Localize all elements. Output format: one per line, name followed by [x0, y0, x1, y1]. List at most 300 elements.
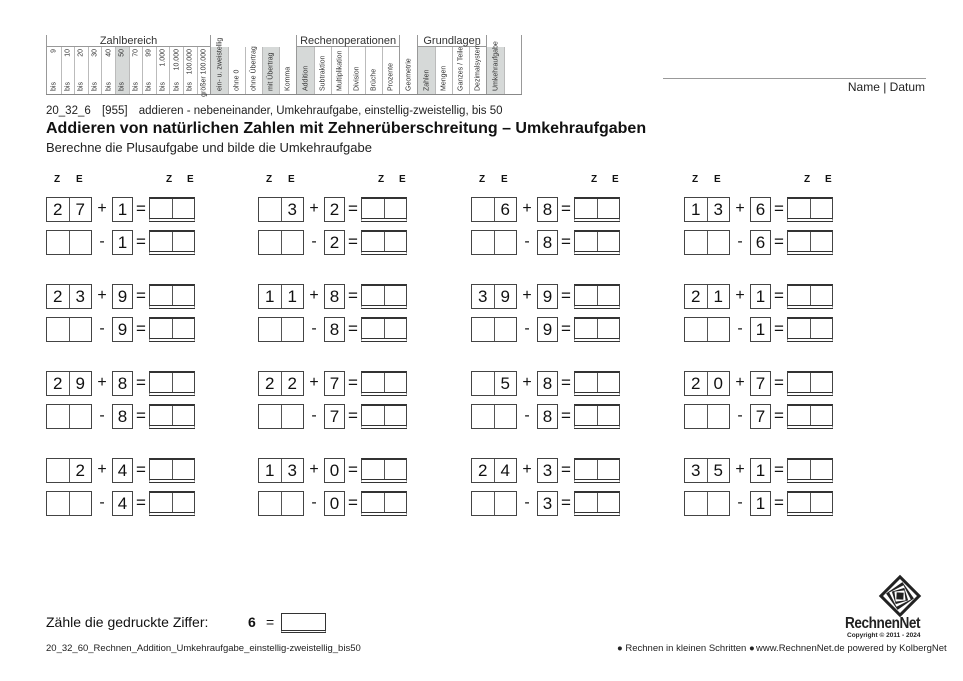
first-operand: [46, 371, 92, 396]
answer-ones-field[interactable]: [597, 493, 620, 512]
range-limit: 100.000: [186, 49, 194, 75]
minuend-ones-field[interactable]: [69, 318, 92, 341]
plus-sign: +: [522, 200, 532, 217]
exercise: [258, 370, 458, 430]
minuend-ones-field[interactable]: [281, 492, 304, 515]
tens-digit: 1: [691, 199, 701, 219]
category-cell: [129, 47, 143, 94]
answer-ones-field[interactable]: [597, 406, 620, 425]
category-cell: [262, 47, 279, 94]
minuend-ones-field[interactable]: [707, 492, 730, 515]
equals-sign: =: [348, 286, 358, 305]
worksheet-meta: [46, 105, 511, 117]
subtrahend: 2: [324, 230, 345, 255]
inverse-minuend-box[interactable]: [684, 317, 730, 342]
tens-header: Z: [479, 174, 486, 185]
range-prefix: bis: [64, 82, 72, 91]
sum-answer-box[interactable]: [149, 371, 195, 396]
category-label: Umkehraufgabe: [492, 41, 500, 91]
category-group: [296, 35, 399, 94]
range-limit: 9: [50, 49, 58, 53]
category-cell: [228, 47, 245, 94]
answer-tens-field[interactable]: [788, 232, 810, 251]
plus-sign: +: [735, 200, 745, 217]
minuend-tens-field[interactable]: [472, 492, 494, 515]
ones-digit: 2: [281, 372, 304, 395]
range-limit: 10.000: [173, 49, 181, 71]
answer-tens-field[interactable]: [150, 286, 172, 305]
rechnennet-logo-icon: [878, 574, 922, 618]
difference-answer-box[interactable]: [149, 230, 195, 255]
range-limit: größer 100.000: [200, 49, 208, 97]
equals-sign: =: [774, 493, 784, 512]
answer-ones-field[interactable]: [172, 199, 195, 218]
inverse-minuend-box[interactable]: [46, 404, 92, 429]
equals-sign: =: [348, 460, 358, 479]
second-operand: 8: [324, 284, 345, 309]
category-label: Prozente: [387, 62, 395, 91]
plus-sign: +: [97, 200, 107, 217]
equals-sign: =: [136, 199, 146, 218]
equals-sign: =: [136, 286, 146, 305]
category-cell: [487, 41, 504, 94]
answer-tens-field[interactable]: [150, 406, 172, 425]
range-limit: 20: [77, 49, 85, 57]
inverse-minuend-box[interactable]: [258, 317, 304, 342]
minuend-ones-field[interactable]: [281, 318, 304, 341]
ones-digit: 9: [494, 285, 517, 308]
answer-tens-field[interactable]: [150, 232, 172, 251]
first-operand: [684, 284, 730, 309]
answer-tens-field[interactable]: [362, 406, 384, 425]
inverse-row: [471, 229, 620, 255]
answer-tens-field[interactable]: [788, 199, 810, 218]
sum-answer-box[interactable]: [787, 458, 833, 483]
minuend-tens-field[interactable]: [259, 405, 281, 428]
ones-digit: 2: [69, 459, 92, 482]
equals-sign: =: [561, 460, 571, 479]
sum-answer-box[interactable]: [787, 197, 833, 222]
minuend-ones-field[interactable]: [281, 231, 304, 254]
second-operand: 1: [750, 284, 771, 309]
minus-sign: -: [99, 320, 105, 337]
inverse-minuend-box[interactable]: [46, 230, 92, 255]
ones-digit: 7: [69, 198, 92, 221]
answer-ones-field[interactable]: [810, 373, 833, 392]
minus-sign: -: [524, 494, 530, 511]
sum-answer-box[interactable]: [361, 197, 407, 222]
category-label: Mengen: [440, 65, 448, 91]
inverse-row: [258, 490, 407, 516]
equals-sign: =: [774, 373, 784, 392]
sum-answer-box[interactable]: [574, 458, 620, 483]
difference-answer-box[interactable]: [574, 404, 620, 429]
category-group: [46, 35, 210, 97]
tens-digit: 1: [265, 460, 275, 480]
category-label: Ganzes / Teile: [457, 46, 465, 91]
inverse-row: [46, 403, 195, 429]
category-cell: [297, 47, 314, 94]
category-group: [417, 35, 486, 94]
inverse-minuend-box[interactable]: [46, 491, 92, 516]
addition-row: [471, 457, 620, 483]
answer-tens-field[interactable]: [362, 199, 384, 218]
answer-tens-field[interactable]: [788, 319, 810, 338]
inverse-row: [471, 316, 620, 342]
count-answer-box[interactable]: [281, 613, 326, 633]
answer-tens-field[interactable]: [362, 460, 384, 479]
range-prefix: bis: [186, 82, 194, 91]
instructions: Berechne die Plusaufgabe und bilde die Umkehraufgabe: [46, 140, 372, 155]
answer-tens-field[interactable]: [788, 373, 810, 392]
exercise: [46, 283, 246, 343]
answer-ones-field[interactable]: [172, 373, 195, 392]
subtrahend: 8: [324, 317, 345, 342]
sum-answer-box[interactable]: [149, 197, 195, 222]
difference-answer-box[interactable]: [361, 230, 407, 255]
answer-ones-field[interactable]: [384, 319, 407, 338]
range-limit: 1.000: [159, 49, 167, 67]
range-prefix: bis: [50, 82, 58, 91]
category-cell: [348, 47, 365, 94]
minuend-tens-field[interactable]: [685, 405, 707, 428]
subtrahend: 6: [750, 230, 771, 255]
name-date-label: Name | Datum: [847, 80, 925, 94]
category-cell: [47, 47, 61, 94]
category-cell: [418, 47, 435, 94]
subtrahend: 8: [537, 404, 558, 429]
sum-answer-box[interactable]: [361, 371, 407, 396]
answer-ones-field[interactable]: [810, 406, 833, 425]
answer-tens-field[interactable]: [575, 406, 597, 425]
answer-ones-field[interactable]: [384, 460, 407, 479]
range-prefix: bis: [105, 82, 113, 91]
second-operand: 9: [537, 284, 558, 309]
tens-header: Z: [266, 174, 273, 185]
tens-digit: 2: [691, 286, 701, 306]
inverse-minuend-box[interactable]: [471, 317, 517, 342]
category-cell: [314, 47, 331, 94]
minus-sign: -: [524, 407, 530, 424]
difference-answer-box[interactable]: [787, 317, 833, 342]
difference-answer-box[interactable]: [361, 404, 407, 429]
answer-ones-field[interactable]: [810, 232, 833, 251]
inverse-minuend-box[interactable]: [46, 317, 92, 342]
tens-digit: 2: [478, 460, 488, 480]
difference-answer-box[interactable]: [787, 230, 833, 255]
ones-header: E: [399, 174, 406, 185]
answer-tens-field[interactable]: [575, 286, 597, 305]
answer-ones-field[interactable]: [172, 493, 195, 512]
equals-sign: =: [348, 199, 358, 218]
difference-answer-box[interactable]: [787, 404, 833, 429]
answer-tens-field[interactable]: [362, 286, 384, 305]
plus-sign: +: [309, 287, 319, 304]
count-task-digit: 6: [248, 614, 256, 630]
ones-digit: 3: [281, 198, 304, 221]
inverse-row: [684, 316, 833, 342]
inverse-row: [471, 403, 620, 429]
minuend-tens-field[interactable]: [685, 318, 707, 341]
difference-answer-box[interactable]: [361, 317, 407, 342]
sum-answer-box[interactable]: [149, 458, 195, 483]
minuend-ones-field[interactable]: [281, 405, 304, 428]
answer-ones-field[interactable]: [384, 286, 407, 305]
minuend-ones-field[interactable]: [494, 405, 517, 428]
answer-tens-field[interactable]: [575, 373, 597, 392]
addition-row: [258, 370, 407, 396]
tens-digit: 2: [53, 286, 63, 306]
answer-ones-field[interactable]: [172, 232, 195, 251]
answer-ones-field[interactable]: [172, 460, 195, 479]
difference-answer-box[interactable]: [361, 491, 407, 516]
answer-ones-field[interactable]: [597, 319, 620, 338]
answer-tens-field[interactable]: [575, 460, 597, 479]
answer-tens-field[interactable]: [150, 199, 172, 218]
ones-header: E: [501, 174, 508, 185]
equals-sign: =: [348, 232, 358, 251]
answer-ones-field[interactable]: [810, 460, 833, 479]
minus-sign: -: [99, 494, 105, 511]
minuend-tens-field[interactable]: [472, 318, 494, 341]
minuend-tens-field[interactable]: [47, 231, 69, 254]
sum-answer-box[interactable]: [361, 284, 407, 309]
subtrahend: 7: [750, 404, 771, 429]
minuend-ones-field[interactable]: [707, 405, 730, 428]
addition-row: [471, 370, 620, 396]
answer-tens-field[interactable]: [362, 319, 384, 338]
inverse-minuend-box[interactable]: [258, 491, 304, 516]
difference-answer-box[interactable]: [574, 230, 620, 255]
inverse-row: [684, 490, 833, 516]
sum-answer-box[interactable]: [574, 371, 620, 396]
category-cell: [101, 47, 115, 94]
minuend-tens-field[interactable]: [47, 318, 69, 341]
inverse-row: [471, 490, 620, 516]
answer-ones-field[interactable]: [597, 373, 620, 392]
minuend-tens-field[interactable]: [472, 231, 494, 254]
sum-answer-box[interactable]: [787, 371, 833, 396]
inverse-minuend-box[interactable]: [471, 404, 517, 429]
answer-tens-field[interactable]: [362, 493, 384, 512]
answer-tens-field[interactable]: [150, 373, 172, 392]
equals-sign: =: [561, 232, 571, 251]
website-link[interactable]: www.RechnenNet.de powered by KolbergNet: [756, 643, 947, 654]
sum-answer-box[interactable]: [574, 284, 620, 309]
answer-tens-field[interactable]: [150, 319, 172, 338]
answer-tens-field[interactable]: [575, 319, 597, 338]
minuend-ones-field[interactable]: [69, 492, 92, 515]
difference-answer-box[interactable]: [787, 491, 833, 516]
tens-digit: [472, 198, 494, 221]
first-operand: [258, 197, 304, 222]
answer-ones-field[interactable]: [597, 286, 620, 305]
category-group-title: Grundlagen: [418, 35, 486, 47]
minuend-ones-field[interactable]: [494, 318, 517, 341]
ones-digit: 9: [69, 372, 92, 395]
answer-ones-field[interactable]: [810, 199, 833, 218]
category-label: Subtraktion: [319, 55, 327, 91]
plus-sign: +: [309, 461, 319, 478]
inverse-minuend-box[interactable]: [258, 230, 304, 255]
minus-sign: -: [311, 494, 317, 511]
ones-header: E: [714, 174, 721, 185]
equals-sign: =: [136, 373, 146, 392]
minuend-ones-field[interactable]: [707, 231, 730, 254]
addition-row: [46, 196, 195, 222]
answer-tens-field[interactable]: [150, 493, 172, 512]
inverse-minuend-box[interactable]: [684, 230, 730, 255]
first-operand: [684, 197, 730, 222]
second-operand: 7: [324, 371, 345, 396]
category-group-title: Zahlbereich: [47, 35, 210, 47]
equals-sign: =: [348, 319, 358, 338]
minus-sign: -: [99, 407, 105, 424]
subtrahend: 0: [324, 491, 345, 516]
sum-answer-box[interactable]: [574, 197, 620, 222]
minuend-ones-field[interactable]: [494, 492, 517, 515]
difference-answer-box[interactable]: [149, 491, 195, 516]
difference-answer-box[interactable]: [149, 404, 195, 429]
inverse-minuend-box[interactable]: [684, 491, 730, 516]
category-cell: [435, 47, 452, 94]
answer-ones-field[interactable]: [172, 286, 195, 305]
answer-tens-field[interactable]: [575, 232, 597, 251]
tens-digit: 1: [265, 286, 275, 306]
category-label: Brüche: [370, 68, 378, 91]
inverse-minuend-box[interactable]: [258, 404, 304, 429]
equals-sign: =: [348, 406, 358, 425]
exercise: [684, 370, 884, 430]
category-label: ohne Übertrag: [250, 46, 258, 91]
plus-sign: +: [309, 374, 319, 391]
minuend-ones-field[interactable]: [707, 318, 730, 341]
first-operand: [258, 371, 304, 396]
addition-row: [684, 370, 833, 396]
minuend-tens-field[interactable]: [685, 231, 707, 254]
answer-ones-field[interactable]: [384, 232, 407, 251]
answer-ones-field[interactable]: [172, 319, 195, 338]
ones-header: E: [76, 174, 83, 185]
answer-ones-field[interactable]: [810, 286, 833, 305]
answer-ones-field[interactable]: [810, 319, 833, 338]
inverse-row: [46, 316, 195, 342]
ones-digit: 5: [494, 372, 517, 395]
difference-answer-box[interactable]: [149, 317, 195, 342]
exercise: [46, 457, 246, 517]
answer-ones-field[interactable]: [597, 232, 620, 251]
ones-digit: 1: [707, 285, 730, 308]
answer-tens-field[interactable]: [575, 199, 597, 218]
minuend-tens-field[interactable]: [47, 492, 69, 515]
ones-digit: 3: [281, 459, 304, 482]
answer-ones-field[interactable]: [384, 373, 407, 392]
answer-tens-field[interactable]: [788, 493, 810, 512]
equals-sign: =: [774, 406, 784, 425]
minuend-ones-field[interactable]: [494, 231, 517, 254]
sum-answer-box[interactable]: [149, 284, 195, 309]
answer-ones-field[interactable]: [172, 406, 195, 425]
sum-answer-box[interactable]: [361, 458, 407, 483]
category-cell: [197, 47, 211, 97]
addition-row: [471, 283, 620, 309]
category-cell: [211, 37, 228, 94]
answer-tens-field[interactable]: [788, 286, 810, 305]
worksheet-code: 20_32_6: [46, 105, 91, 117]
minuend-tens-field[interactable]: [472, 405, 494, 428]
exercise: [46, 174, 246, 252]
difference-answer-box[interactable]: [574, 317, 620, 342]
difference-answer-box[interactable]: [574, 491, 620, 516]
minuend-tens-field[interactable]: [685, 492, 707, 515]
range-prefix: bis: [159, 82, 167, 91]
ones-header: E: [288, 174, 295, 185]
minuend-tens-field[interactable]: [259, 318, 281, 341]
plus-sign: +: [522, 374, 532, 391]
addition-row: [46, 370, 195, 396]
answer-ones-field[interactable]: [384, 493, 407, 512]
minuend-ones-field[interactable]: [69, 405, 92, 428]
answer-tens-field[interactable]: [150, 460, 172, 479]
exercise: [684, 174, 884, 252]
addition-row: [46, 457, 195, 483]
category-cell: [469, 43, 486, 94]
range-limit: 40: [105, 49, 113, 57]
tens-digit: [472, 372, 494, 395]
sum-answer-box[interactable]: [787, 284, 833, 309]
answer-tens-field[interactable]: [788, 460, 810, 479]
minuend-tens-field[interactable]: [259, 231, 281, 254]
equals-sign: =: [561, 286, 571, 305]
addition-row: [471, 196, 620, 222]
name-date-line[interactable]: [663, 78, 926, 79]
minuend-tens-field[interactable]: [259, 492, 281, 515]
second-operand: 4: [112, 458, 133, 483]
category-cell: [74, 47, 88, 94]
answer-ones-field[interactable]: [384, 406, 407, 425]
inverse-minuend-box[interactable]: [684, 404, 730, 429]
inverse-minuend-box[interactable]: [471, 230, 517, 255]
answer-tens-field[interactable]: [362, 373, 384, 392]
inverse-minuend-box[interactable]: [471, 491, 517, 516]
minus-sign: -: [99, 233, 105, 250]
equals-sign: =: [136, 319, 146, 338]
subtrahend: 1: [750, 317, 771, 342]
answer-ones-field[interactable]: [384, 199, 407, 218]
answer-ones-field[interactable]: [597, 460, 620, 479]
copyright: Copyright © 2011 - 2024: [847, 632, 921, 639]
answer-tens-field[interactable]: [788, 406, 810, 425]
range-prefix: bis: [145, 82, 153, 91]
subtrahend: 9: [537, 317, 558, 342]
plus-sign: +: [97, 287, 107, 304]
answer-ones-field[interactable]: [810, 493, 833, 512]
category-group: [486, 35, 522, 94]
addition-row: [258, 457, 407, 483]
answer-ones-field[interactable]: [597, 199, 620, 218]
minuend-tens-field[interactable]: [47, 405, 69, 428]
answer-tens-field[interactable]: [362, 232, 384, 251]
tens-digit: [47, 459, 69, 482]
inverse-row: [46, 490, 195, 516]
inverse-row: [258, 403, 407, 429]
addition-row: [684, 196, 833, 222]
plus-sign: +: [522, 287, 532, 304]
answer-tens-field[interactable]: [575, 493, 597, 512]
addition-row: [258, 196, 407, 222]
minuend-ones-field[interactable]: [69, 231, 92, 254]
subtrahend: 1: [750, 491, 771, 516]
